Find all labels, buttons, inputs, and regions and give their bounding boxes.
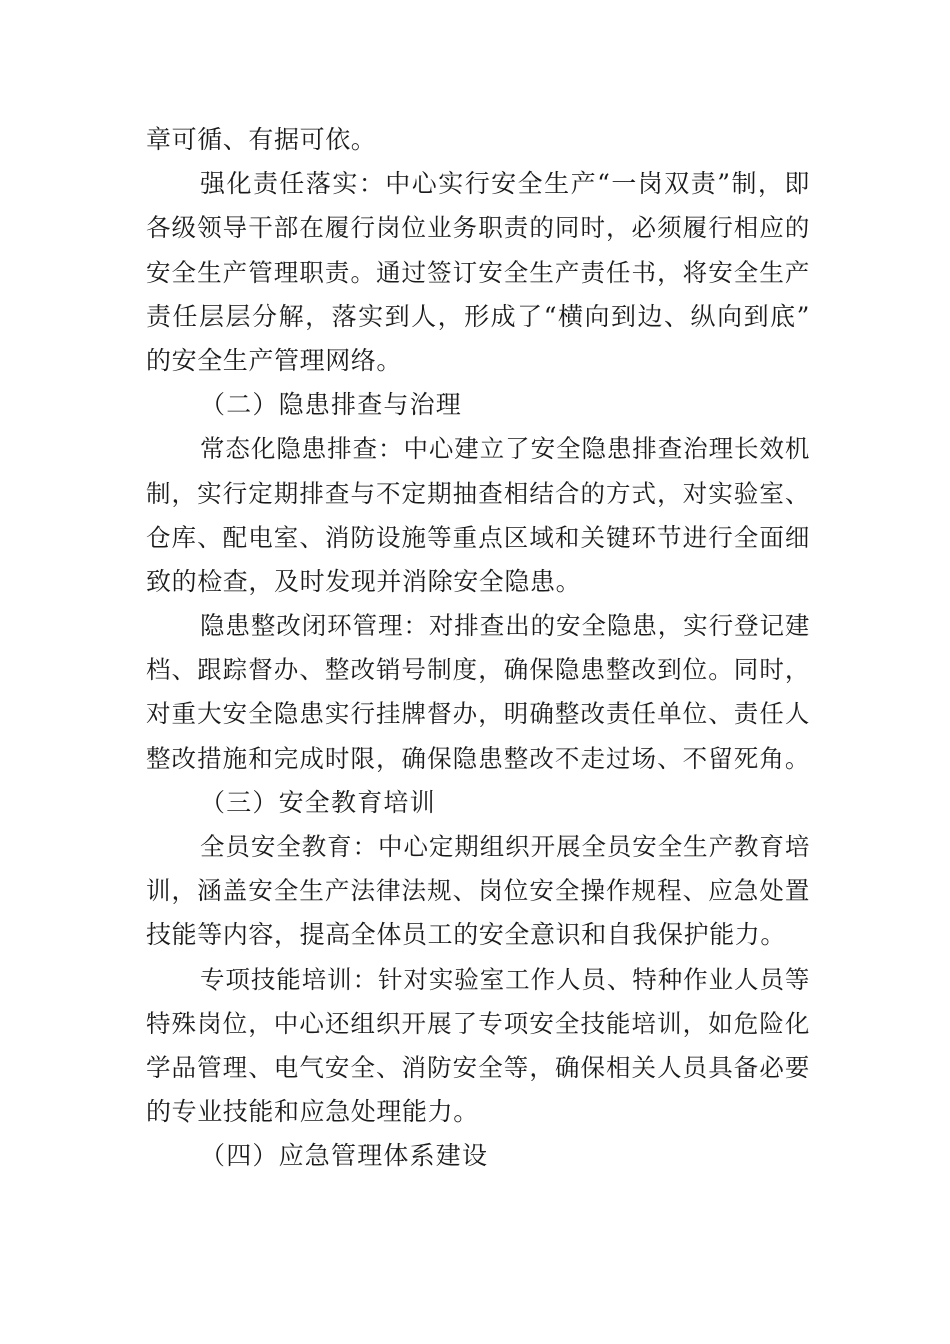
text-line: 对重大安全隐患实行挂牌督办，明确整改责任单位、责任人 xyxy=(146,699,810,729)
text-line: 各级领导干部在履行岗位业务职责的同时，必须履行相应的 xyxy=(146,213,810,243)
paragraph-first-line: 全员安全教育：中心定期组织开展全员安全生产教育培 xyxy=(200,832,810,861)
text-line: 档、跟踪督办、整改销号制度，确保隐患整改到位。同时， xyxy=(146,655,810,685)
text-line: 仓库、配电室、消防设施等重点区域和关键环节进行全面细 xyxy=(146,522,810,552)
paragraph-first-line: 强化责任落实：中心实行安全生产“一岗双责”制，即 xyxy=(200,169,810,199)
text-line: 特殊岗位，中心还组织开展了专项安全技能培训，如危险化 xyxy=(146,1008,810,1038)
document-body xyxy=(146,118,810,1179)
section-heading: （三）安全教育培训 xyxy=(200,787,436,817)
text-line: 制，实行定期排查与不定期抽查相结合的方式，对实验室、 xyxy=(146,478,810,508)
section-heading: （二）隐患排查与治理 xyxy=(200,390,463,420)
text-line: 技能等内容，提高全体员工的安全意识和自我保护能力。 xyxy=(146,920,787,950)
paragraph-first-line: 专项技能培训：针对实验室工作人员、特种作业人员等 xyxy=(200,964,810,994)
section-heading: （四）应急管理体系建设 xyxy=(200,1141,489,1171)
text-line: 安全生产管理职责。通过签订安全生产责任书，将安全生产 xyxy=(146,257,810,287)
text-line: 整改措施和完成时限，确保隐患整改不走过场、不留死角。 xyxy=(146,743,810,773)
text-line: 责任层层分解，落实到人，形成了“横向到边、纵向到底” xyxy=(146,301,810,331)
text-line: 致的检查，及时发现并消除安全隐患。 xyxy=(146,566,582,596)
paragraph-first-line: 常态化隐患排查：中心建立了安全隐患排查治理长效机 xyxy=(200,434,810,464)
text-line: 章可循、有据可依。 xyxy=(146,125,377,154)
text-line: 学品管理、电气安全、消防安全等，确保相关人员具备必要 xyxy=(146,1052,810,1082)
text-line: 训，涵盖安全生产法律法规、岗位安全操作规程、应急处置 xyxy=(146,876,810,906)
paragraph-first-line: 隐患整改闭环管理：对排查出的安全隐患，实行登记建 xyxy=(200,611,810,641)
text-line: 的安全生产管理网络。 xyxy=(146,345,403,375)
text-line: 的专业技能和应急处理能力。 xyxy=(146,1097,479,1127)
